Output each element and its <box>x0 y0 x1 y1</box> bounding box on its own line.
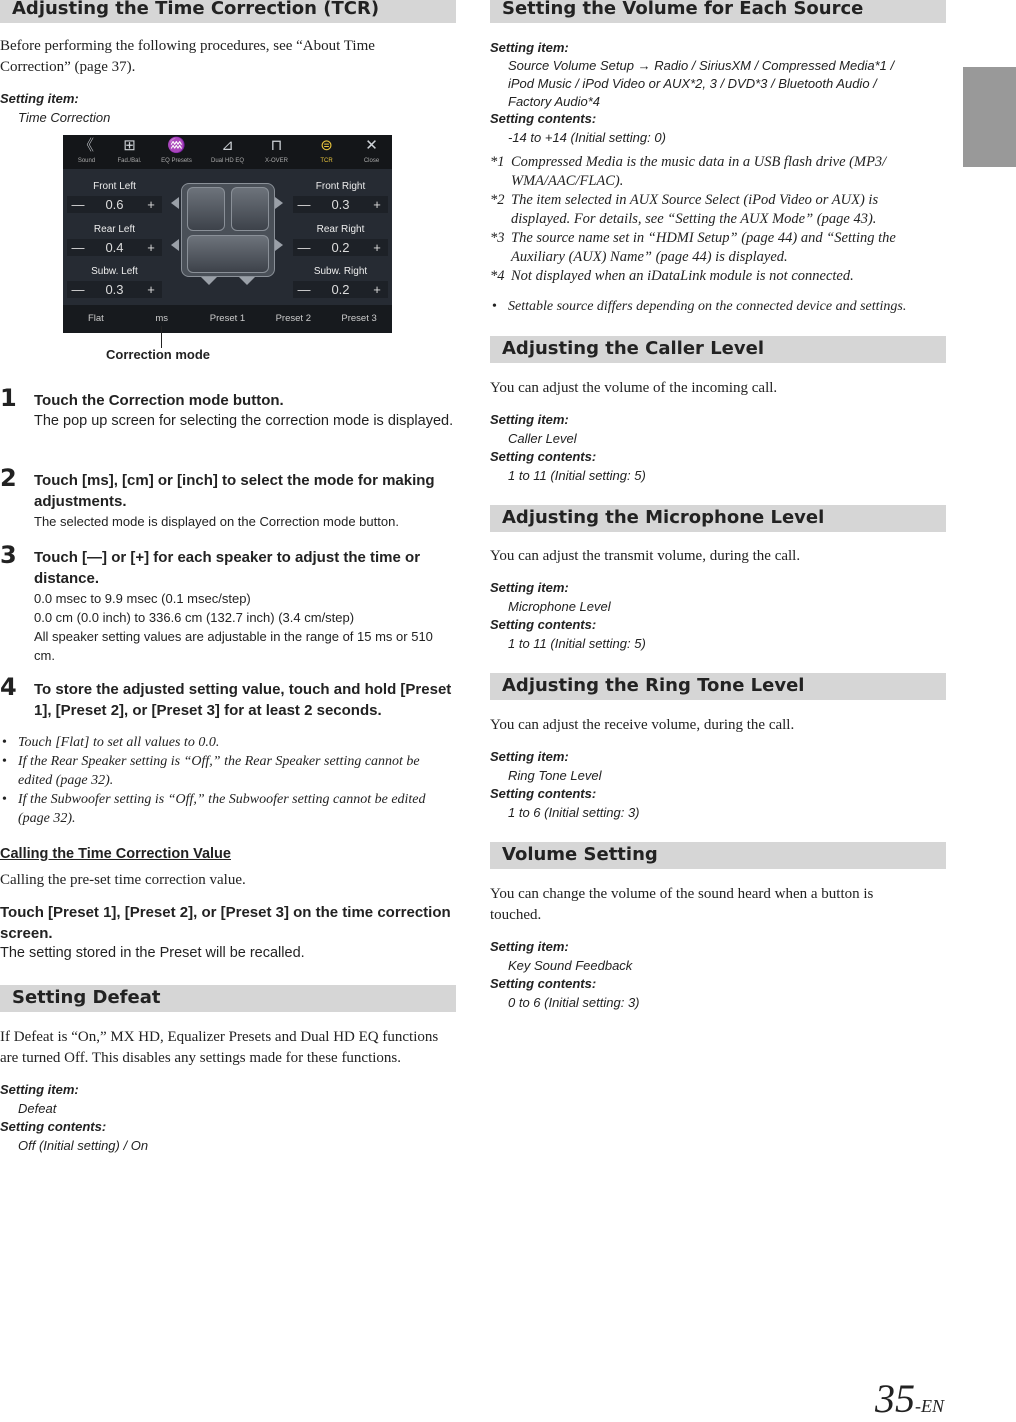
minus-button[interactable]: — <box>297 240 311 255</box>
preset-1-button[interactable]: Preset 1 <box>209 313 246 324</box>
defeat-heading: Setting Defeat <box>0 985 456 1012</box>
screen-bottom-bar <box>63 305 392 333</box>
step-2: 2 Touch [ms], [cm] or [inch] to select the mode for making adjustments. The selected mode is displayed on the Correction mode button. <box>0 464 435 529</box>
step-1: 1 Touch the Correction mode button. The pop up screen for selecting the correction mode is displayed. <box>0 384 454 429</box>
note-2: *2 The item selected in AUX Source Select (iPod Video or AUX) is displayed. For details, see “Setting the AUX Mode” (page 43). <box>490 192 879 227</box>
subwoofer-left-icon <box>201 277 217 285</box>
bullet-flat: • Touch [Flat] to set all values to 0.0. <box>0 733 456 752</box>
minus-button[interactable]: — <box>71 197 85 212</box>
tcr-intro: Before performing the following procedures, see “About Time Correction” (page 37). <box>0 38 375 75</box>
subw-right-value: 0.2 <box>331 282 350 297</box>
volume-heading: Setting the Volume for Each Source <box>490 0 946 23</box>
plus-button[interactable]: + <box>373 282 381 297</box>
ring-heading: Adjusting the Ring Tone Level <box>490 673 946 700</box>
rear-seat <box>187 235 269 273</box>
mic-item-value: Microphone Level <box>508 599 611 614</box>
caller-item-value: Caller Level <box>508 431 577 446</box>
speaker-subw-left: Subw. Left — 0.3 + <box>67 266 162 298</box>
vol-contents-label: Setting contents: <box>490 111 597 126</box>
front-right-value: 0.3 <box>331 197 350 212</box>
step-3: 3 Touch [—] or [+] for each speaker to adjust the time or distance. 0.0 msec to 9.9 msec (0.1 msec/step) 0.0 cm (0.0 inch) to 336.6 cm (132.7 inch) (3.4 cm/step) All speaker setting values are adjustable in the range of 15 ms or 510 cm. <box>0 541 433 663</box>
plus-button[interactable]: + <box>147 197 155 212</box>
vol-item-line3: Factory Audio*4 <box>508 94 601 109</box>
correction-mode-button[interactable]: ms <box>155 313 169 324</box>
preset-3-button[interactable]: Preset 3 <box>341 313 377 324</box>
speaker-right-icon <box>275 197 283 209</box>
back-icon: 《 <box>78 137 94 154</box>
volset-contents-value: 0 to 6 (Initial setting: 3) <box>508 995 640 1010</box>
rear-right-value: 0.2 <box>331 240 350 255</box>
caller-contents-label: Setting contents: <box>490 449 597 464</box>
setting-item-value: Time Correction <box>18 110 111 125</box>
toolbar-fad-bal-button[interactable]: ⊞ Fad./Bal. <box>109 135 150 169</box>
subw-left-value: 0.3 <box>105 282 124 297</box>
volset-contents-label: Setting contents: <box>490 976 597 991</box>
vol-contents-value: -14 to +14 (Initial setting: 0) <box>508 130 666 145</box>
tcr-icon: ⊜ <box>320 137 333 154</box>
plus-button[interactable]: + <box>373 240 381 255</box>
volset-heading: Volume Setting <box>490 842 946 869</box>
subwoofer-right-icon <box>239 277 255 285</box>
rear-left-value: 0.4 <box>105 240 124 255</box>
toolbar-xover-button[interactable]: ⊓ X-OVER <box>256 135 297 169</box>
mic-contents-label: Setting contents: <box>490 617 597 632</box>
toolbar-tcr-button[interactable]: ⊜ TCR <box>306 135 347 169</box>
page-number: 35-EN <box>875 1376 944 1421</box>
caller-heading: Adjusting the Caller Level <box>490 336 946 363</box>
mic-heading: Adjusting the Microphone Level <box>490 505 946 532</box>
defeat-item-label: Setting item: <box>0 1082 79 1097</box>
caller-body: You can adjust the volume of the incoming call. <box>490 380 778 396</box>
defeat-item-value: Defeat <box>18 1101 57 1116</box>
preset-2-button[interactable]: Preset 2 <box>275 313 311 324</box>
speaker-rear-left: Rear Left — 0.4 + <box>67 224 162 256</box>
setting-item-label: Setting item: <box>0 91 79 106</box>
front-left-seat <box>187 187 225 231</box>
speaker-front-left: Front Left — 0.6 + <box>67 181 162 213</box>
note-4: *4 Not displayed when an iDataLink module is not connected. <box>490 268 854 284</box>
speaker-subw-right: Subw. Right — 0.2 + <box>293 266 388 298</box>
defeat-body: If Defeat is “On,” MX HD, Equalizer Presets and Dual HD EQ functions are turned Off. This disables any settings made for these functions. <box>0 1029 439 1066</box>
callout-label: Correction mode <box>106 347 211 362</box>
volset-item-value: Key Sound Feedback <box>508 958 633 973</box>
mic-contents-value: 1 to 11 (Initial setting: 5) <box>508 636 646 651</box>
speaker-front-right: Front Right — 0.3 + <box>293 181 388 213</box>
calling-result: The setting stored in the Preset will be recalled. <box>0 945 305 961</box>
calling-heading: Calling the Time Correction Value <box>0 846 231 862</box>
bullet-rear-speaker: • If the Rear Speaker setting is “Off,” the Rear Speaker setting cannot be edited (page 32). <box>0 752 456 790</box>
caller-item-label: Setting item: <box>490 412 569 427</box>
speaker-rear-right: Rear Right — 0.2 + <box>293 224 388 256</box>
ring-item-value: Ring Tone Level <box>508 768 602 783</box>
front-left-value: 0.6 <box>105 197 124 212</box>
volset-item-label: Setting item: <box>490 939 569 954</box>
calling-body: Calling the pre-set time correction value. <box>0 872 246 888</box>
front-right-seat <box>231 187 269 231</box>
mic-item-label: Setting item: <box>490 580 569 595</box>
screen-toolbar <box>63 135 392 169</box>
plus-button[interactable]: + <box>373 197 381 212</box>
defeat-contents-label: Setting contents: <box>0 1119 107 1134</box>
ring-body: You can adjust the receive volume, during the call. <box>490 717 795 733</box>
crossover-icon: ⊓ <box>270 137 283 154</box>
note-3: *3 The source name set in “HDMI Setup” (page 44) and “Setting the Auxiliary (AUX) Name” (page 44) is displayed. <box>490 230 896 265</box>
minus-button[interactable]: — <box>71 240 85 255</box>
defeat-contents-value: Off (Initial setting) / On <box>18 1138 149 1153</box>
close-icon: ✕ <box>365 137 378 154</box>
rear-right-speaker-icon <box>275 239 283 251</box>
dual-hd-eq-icon: ⊿ <box>221 137 234 154</box>
calling-step: Touch [Preset 1], [Preset 2], or [Preset 3] on the time correction screen. <box>0 904 451 942</box>
bullet-subwoofer: • If the Subwoofer setting is “Off,” the Subwoofer setting cannot be edited (page 32). <box>0 790 456 828</box>
plus-button[interactable]: + <box>147 282 155 297</box>
settable-note: • Settable source differs depending on the connected device and settings. <box>490 297 946 316</box>
ring-contents-label: Setting contents: <box>490 786 597 801</box>
fader-balance-icon: ⊞ <box>123 137 136 154</box>
caller-contents-value: 1 to 11 (Initial setting: 5) <box>508 468 646 483</box>
note-1: *1 Compressed Media is the music data in a USB flash drive (MP3/ WMA/AAC/FLAC). <box>490 154 887 189</box>
ring-item-label: Setting item: <box>490 749 569 764</box>
vol-item-line2: iPod Music / iPod Video or AUX*2, 3 / DVD*3 / Bluetooth Audio / <box>508 76 877 91</box>
toolbar-sound-button[interactable]: 《 Sound <box>66 135 107 169</box>
tcr-screen <box>63 135 392 333</box>
mic-body: You can adjust the transmit volume, during the call. <box>490 548 801 564</box>
rear-left-speaker-icon <box>171 239 179 251</box>
ring-contents-value: 1 to 6 (Initial setting: 3) <box>508 805 640 820</box>
toolbar-dual-hd-eq-button[interactable]: ⊿ Dual HD EQ <box>207 135 248 169</box>
vol-item-label: Setting item: <box>490 40 569 55</box>
minus-button[interactable]: — <box>71 282 85 297</box>
plus-button[interactable]: + <box>147 240 155 255</box>
toolbar-eq-presets-button[interactable]: ♒ EQ Presets <box>156 135 197 169</box>
flat-button[interactable]: Flat <box>87 313 104 324</box>
minus-button[interactable]: — <box>297 197 311 212</box>
eq-presets-icon: ♒ <box>167 137 186 154</box>
minus-button[interactable]: — <box>297 282 311 297</box>
callout-line <box>161 326 162 348</box>
toolbar-close-button[interactable]: ✕ Close <box>351 135 392 169</box>
vol-item-line1: Source Volume Setup → Radio / SiriusXM / Compressed Media*1 / <box>508 58 895 73</box>
section-tab <box>963 67 1016 167</box>
volset-body: You can change the volume of the sound heard when a button is touched. <box>490 886 874 923</box>
speaker-left-icon <box>171 197 179 209</box>
step-4: 4 To store the adjusted setting value, touch and hold [Preset 1], [Preset 2], or [Preset 3] for at least 2 seconds. <box>0 673 452 719</box>
tcr-heading: Adjusting the Time Correction (TCR) <box>0 0 456 23</box>
